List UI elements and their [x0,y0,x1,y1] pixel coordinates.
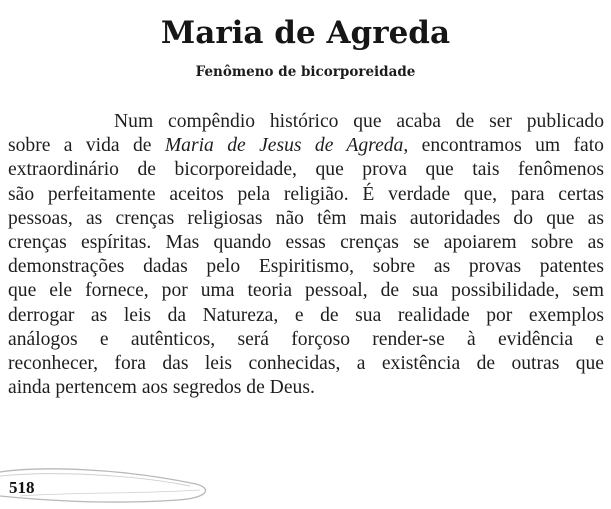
paragraph-line: são perfeitamente aceitos pela religião. É verdade que, para certas [8,183,604,205]
paragraph-line: análogos e autênticos, será forçoso render-se à evidência e [8,328,604,350]
page-subtitle: Fenômeno de bicorporeidade [195,64,416,80]
page-number: 518 [9,478,35,497]
paragraph-line: crenças espíritas. Mas quando essas crenças se apoiarem sobre as [8,232,604,254]
emphasized-name: Maria de Jesus de Agreda [164,135,404,157]
paragraph-line: derrogar as leis da Natureza, e de sua realidade por exemplos [8,304,604,326]
page-title: Maria de Agreda [160,15,451,51]
paragraph-line: sobre a vida de Maria de Jesus de Agreda, encontramos um fato [8,135,604,157]
paragraph-line: ainda pertencem aos segredos de Deus. [8,377,315,399]
paragraph-line: extraordinário de bicorporeidade, que prova que tais fenômenos [8,159,604,181]
paragraph-line: demonstrações dadas pelo Espiritismo, sobre as provas patentes [8,256,604,278]
paragraph-line: pessoas, as crenças religiosas não têm mais autoridades do que as [8,207,604,229]
paragraph-line: que ele fornece, por uma teoria pessoal, de sua possibilidade, sem [8,280,604,302]
body-paragraph [8,110,604,400]
paragraph-line: reconhecer, fora das leis conhecidas, a existência de outras que [8,353,604,375]
paragraph-line: Num compêndio histórico que acaba de ser publicado [114,111,604,132]
